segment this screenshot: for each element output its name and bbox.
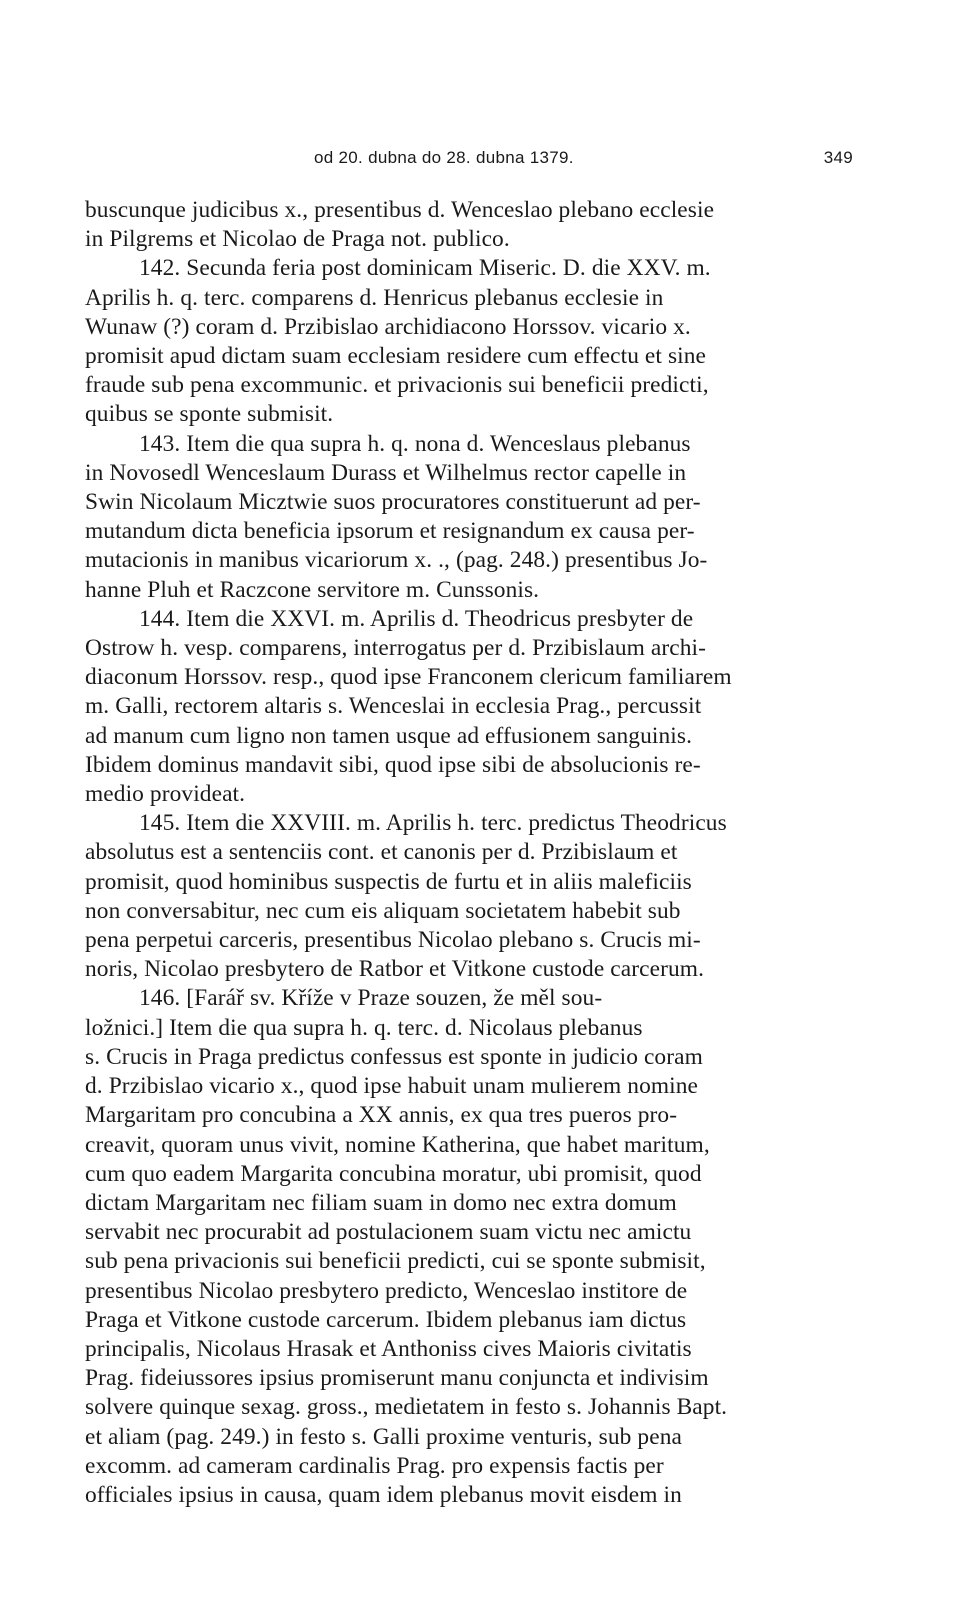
text-line: medio provideat. bbox=[85, 781, 246, 808]
text-line: sub pena privacionis sui beneficii predicti, cui se sponte submisit, bbox=[85, 1248, 706, 1275]
text-line: solvere quinque sexag. gross., medietatem in festo s. Johannis Bapt. bbox=[85, 1394, 728, 1421]
text-line: m. Galli, rectorem altaris s. Wenceslai in ecclesia Prag., percussit bbox=[85, 693, 702, 720]
text-line: cum quo eadem Margarita concubina moratur, ubi promisit, quod bbox=[85, 1160, 702, 1187]
text-line: pena perpetui carceris, presentibus Nicolao plebano s. Crucis mi- bbox=[85, 927, 701, 954]
text-line: Ibidem dominus mandavit sibi, quod ipse sibi de absolucionis re- bbox=[85, 751, 701, 778]
text-line: fraude sub pena excommunic. et privacionis sui beneficii predicti, bbox=[85, 372, 709, 399]
entry-142-start: 142. Secunda feria post dominicam Miseric. D. die XXV. m. bbox=[139, 255, 711, 282]
text-line: absolutus est a sentenciis cont. et canonis per d. Przibislaum et bbox=[85, 839, 678, 866]
text-line: Aprilis h. q. terc. comparens d. Henricus plebanus ecclesie in bbox=[85, 284, 664, 311]
page-number: 349 bbox=[823, 148, 853, 167]
text-line: presentibus Nicolao presbytero predicto, Wenceslao institore de bbox=[85, 1277, 688, 1304]
text-line: ad manum cum ligno non tamen usque ad effusionem sanguinis. bbox=[85, 722, 693, 749]
text-line: servabit nec procurabit ad postulacionem suam victu nec amictu bbox=[85, 1219, 692, 1246]
entry-143-start: 143. Item die qua supra h. q. nona d. Wenceslaus plebanus bbox=[139, 430, 691, 457]
text-line: in Pilgrems et Nicolao de Praga not. publico. bbox=[85, 226, 510, 253]
text-line: in Novosedl Wenceslaum Durass et Wilhelmus rector capelle in bbox=[85, 459, 687, 486]
page-header bbox=[88, 148, 853, 172]
text-line: Wunaw (?) coram d. Przibislao archidiacono Horssov. vicario x. bbox=[85, 313, 691, 340]
entry-146-start: 146. [Farář sv. Kříže v Praze souzen, že měl sou- bbox=[139, 985, 603, 1012]
text-line: et aliam (pag. 249.) in festo s. Galli proxime venturis, sub pena bbox=[85, 1423, 682, 1450]
text-line: promisit apud dictam suam ecclesiam residere cum effectu et sine bbox=[85, 343, 707, 370]
entry-145-start: 145. Item die XXVIII. m. Aprilis h. terc. predictus Theodricus bbox=[139, 810, 727, 837]
text-line: Swin Nicolaum Micztwie suos procuratores constituerunt ad per- bbox=[85, 489, 701, 516]
text-line: diaconum Horssov. resp., quod ipse Franconem clericum familiarem bbox=[85, 664, 732, 691]
text-line: Margaritam pro concubina a XX annis, ex qua tres pueros pro- bbox=[85, 1102, 678, 1129]
body-text bbox=[85, 196, 853, 1510]
text-line: ložnici.] Item die qua supra h. q. terc. d. Nicolaus plebanus bbox=[85, 1014, 643, 1041]
text-line: mutandum dicta beneficia ipsorum et resignandum ex causa per- bbox=[85, 518, 695, 545]
running-title: od 20. dubna do 28. dubna 1379. bbox=[314, 148, 574, 167]
text-line: non conversabitur, nec cum eis aliquam societatem habebit sub bbox=[85, 897, 681, 924]
text-line: creavit, quoram unus vivit, nomine Katherina, que habet maritum, bbox=[85, 1131, 710, 1158]
text-line: noris, Nicolao presbytero de Ratbor et Vitkone custode carcerum. bbox=[85, 956, 705, 983]
entry-144-start: 144. Item die XXVI. m. Aprilis d. Theodricus presbyter de bbox=[139, 605, 694, 632]
text-line: principalis, Nicolaus Hrasak et Anthoniss cives Maioris civitatis bbox=[85, 1335, 692, 1362]
text-line: officiales ipsius in causa, quam idem plebanus movit eisdem in bbox=[85, 1481, 682, 1508]
text-line: excomm. ad cameram cardinalis Prag. pro expensis factis per bbox=[85, 1452, 664, 1479]
text-line: mutacionis in manibus vicariorum x. ., (pag. 248.) presentibus Jo- bbox=[85, 547, 708, 574]
text-line: Praga et Vitkone custode carcerum. Ibidem plebanus iam dictus bbox=[85, 1306, 687, 1333]
text-line: buscunque judicibus x., presentibus d. Wenceslao plebano ecclesie bbox=[85, 197, 715, 223]
text-line: promisit, quod hominibus suspectis de furtu et in aliis maleficiis bbox=[85, 868, 692, 895]
text-line: quibus se sponte submisit. bbox=[85, 401, 334, 428]
text-line: hanne Pluh et Raczcone servitore m. Cunssonis. bbox=[85, 576, 540, 603]
text-line: Ostrow h. vesp. comparens, interrogatus per d. Przibislaum archi- bbox=[85, 635, 706, 662]
text-line: Prag. fideiussores ipsius promiserunt manu conjuncta et indivisim bbox=[85, 1365, 709, 1392]
text-line: dictam Margaritam nec filiam suam in domo nec extra domum bbox=[85, 1189, 677, 1216]
text-line: s. Crucis in Praga predictus confessus est sponte in judicio coram bbox=[85, 1043, 703, 1070]
text-line: d. Przibislao vicario x., quod ipse habuit unam mulierem nomine bbox=[85, 1073, 699, 1100]
